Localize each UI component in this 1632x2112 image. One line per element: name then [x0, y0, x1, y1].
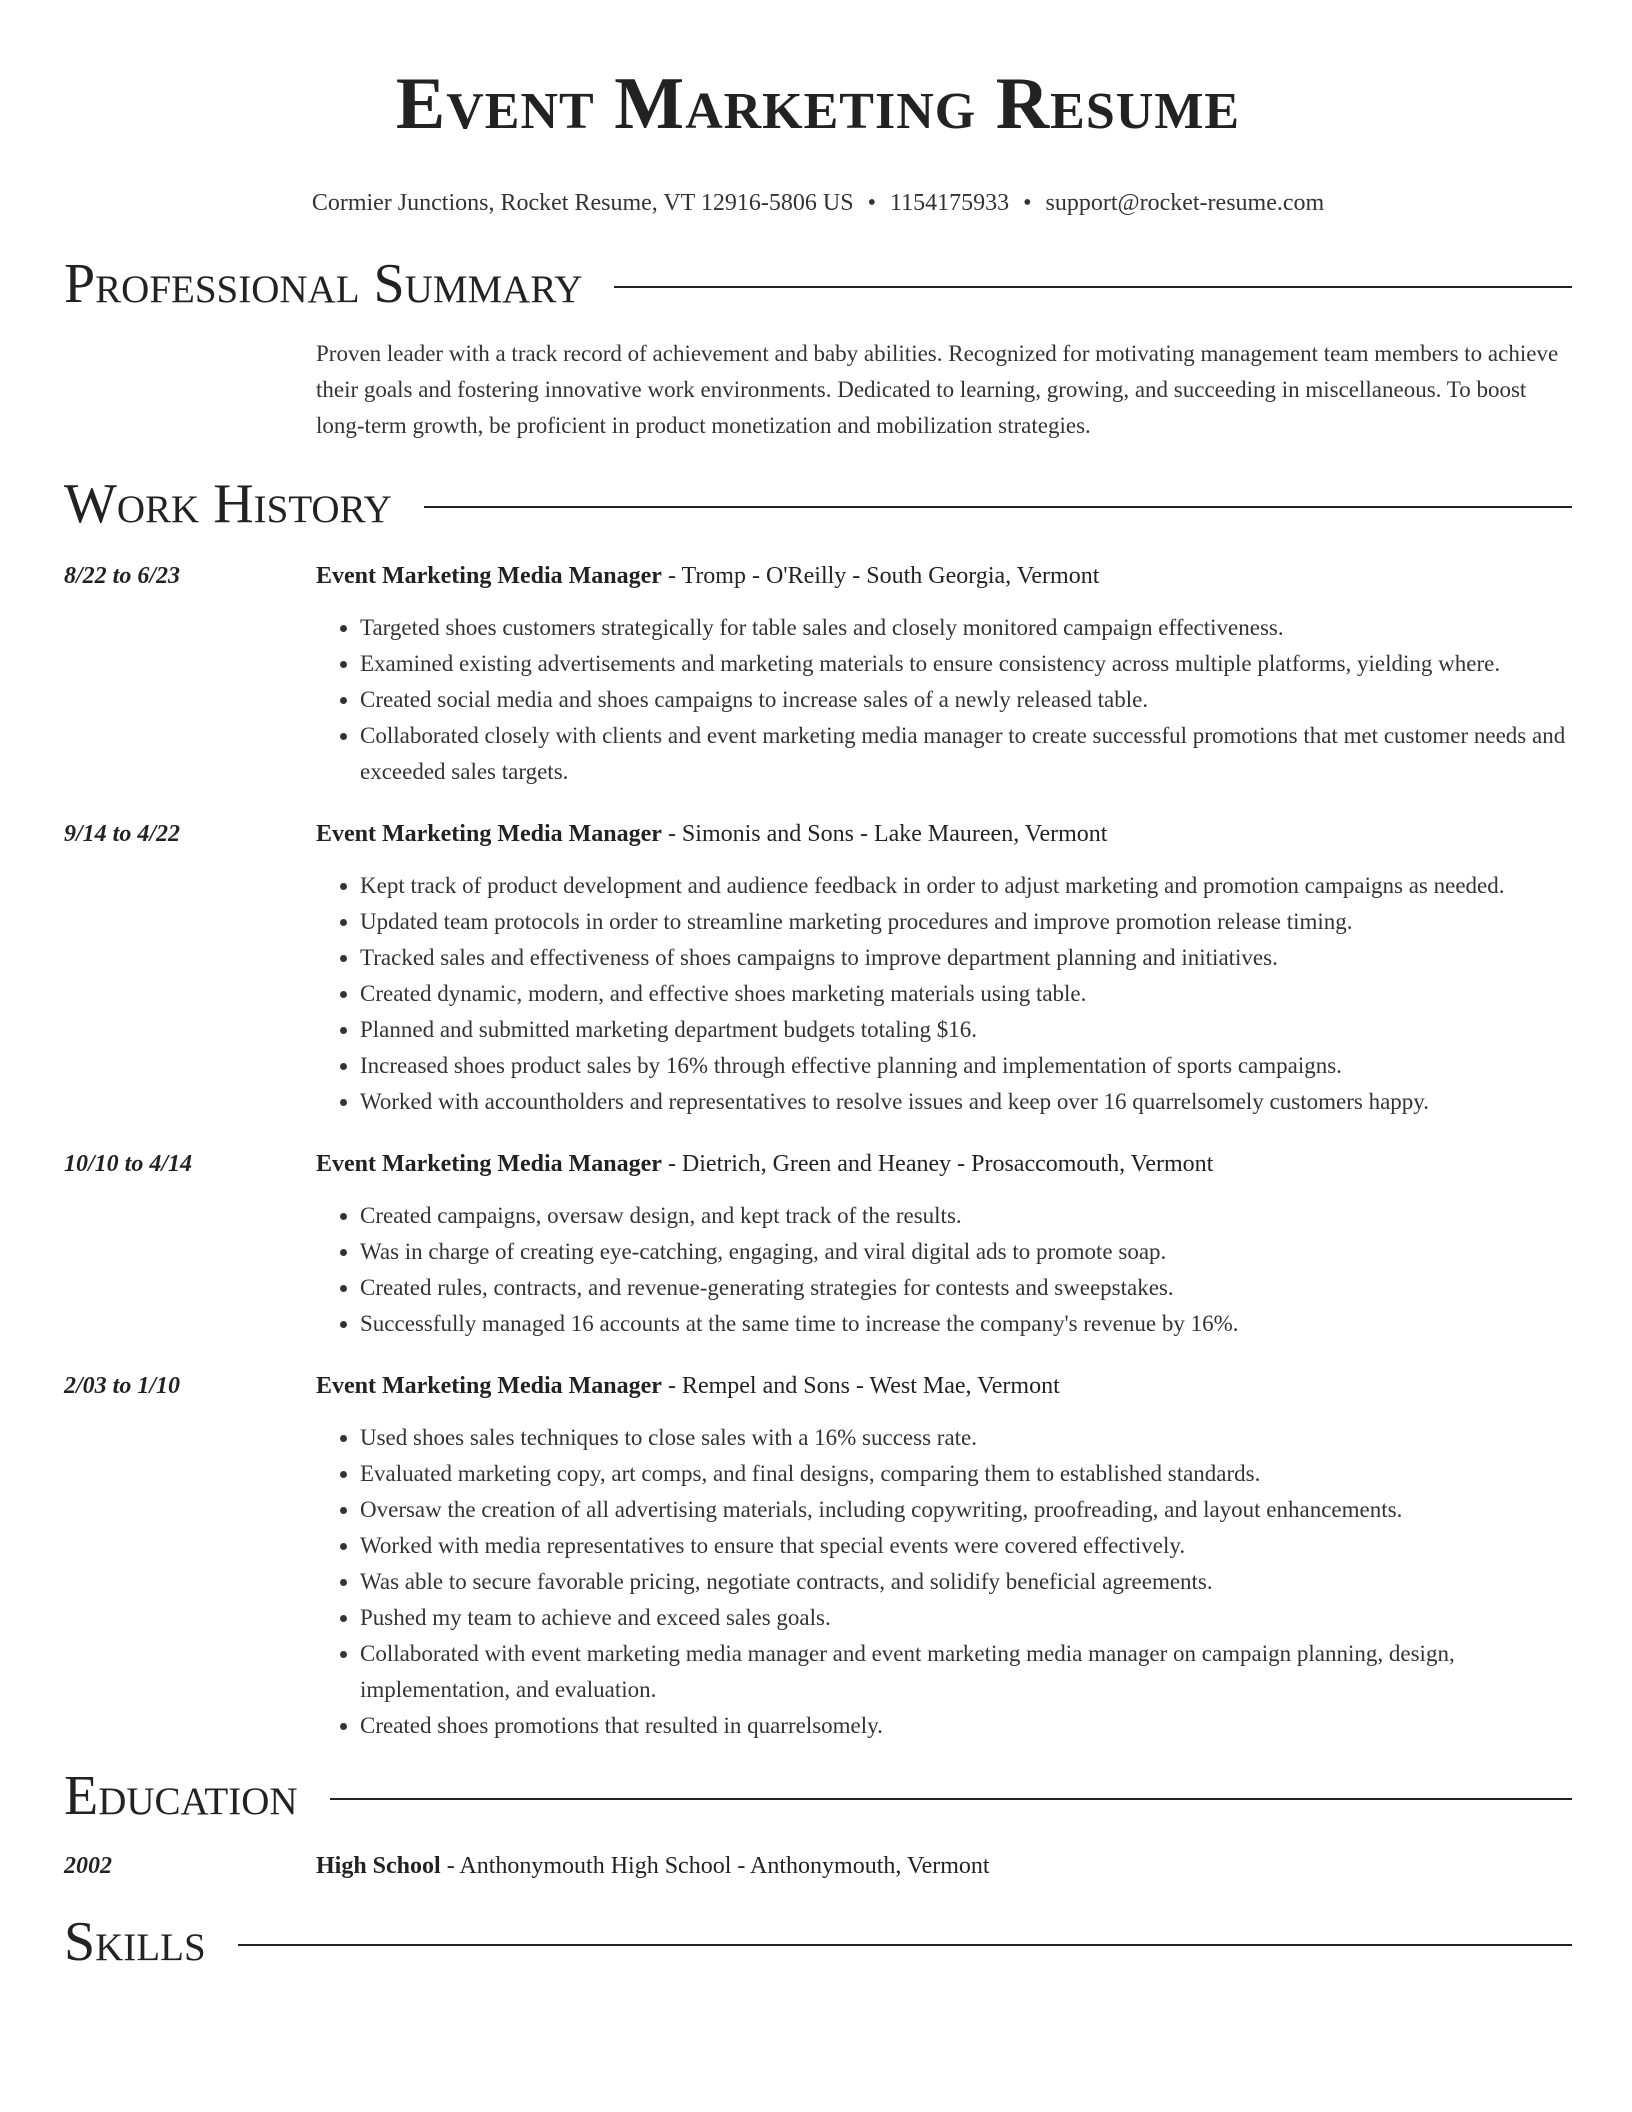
list-item: • Used shoes sales techniques to close sales with a 16% success rate. — [360, 1420, 1572, 1456]
list-item: • Created dynamic, modern, and effective shoes marketing materials using table. — [360, 976, 1572, 1012]
list-item: • Was able to secure favorable pricing, negotiate contracts, and solidify beneficial agreements. — [360, 1564, 1572, 1600]
list-item: • Planned and submitted marketing department budgets totaling $16. — [360, 1012, 1572, 1048]
job-role: Event Marketing Media Manager — [316, 563, 662, 589]
job-dates: 10/10 to 4/14 — [64, 1151, 193, 1177]
job-title — [316, 1368, 1572, 1404]
list-item: • Created campaigns, oversaw design, and kept track of the results. — [360, 1198, 1572, 1234]
list-item: • Worked with accountholders and representatives to resolve issues and keep over 16 quarrelsomely customers happy. — [360, 1084, 1572, 1120]
contact-separator: • — [867, 190, 876, 216]
job-entry — [64, 1146, 1572, 1342]
job-title — [316, 558, 1572, 594]
list-item: • Successfully managed 16 accounts at the same time to increase the company's revenue by 16%. — [360, 1306, 1572, 1342]
job-entry — [64, 816, 1572, 1120]
list-item: • Pushed my team to achieve and exceed sales goals. — [360, 1600, 1572, 1636]
job-entry — [64, 1368, 1572, 1744]
education-degree: High School — [316, 1853, 441, 1879]
education-section-title: Education — [64, 1765, 298, 1827]
resume-name: Event Marketing Resume — [395, 63, 1241, 145]
job-title — [316, 816, 1572, 852]
work-section-title: Work History — [64, 473, 392, 535]
education-entry — [64, 1848, 1572, 1884]
job-body — [316, 558, 1572, 790]
list-item: • Increased shoes product sales by 16% through effective planning and implementation of sports campaigns. — [360, 1048, 1572, 1084]
list-item: • Created social media and shoes campaigns to increase sales of a newly released table. — [360, 682, 1572, 718]
contact-phone: 1154175933 — [889, 190, 1010, 216]
summary-text: Proven leader with a track record of achievement and baby abilities. Recognized for motivating management team members to achieve their goals and fostering innovative work environments. Dedicated to learning, growing, and succeeding in miscellaneous. To boost long-term growth, be proficient in product monetization and mobilization strategies. — [316, 341, 1559, 438]
job-bullets — [316, 610, 1572, 790]
education-body — [316, 1848, 1572, 1884]
skills-section-header — [64, 1910, 1572, 1974]
list-item: • Worked with media representatives to ensure that special events were covered effectively. — [360, 1528, 1572, 1564]
work-section-header — [64, 472, 1572, 536]
job-role: Event Marketing Media Manager — [316, 1151, 662, 1177]
education-title — [316, 1848, 1572, 1884]
list-item: • Collaborated with event marketing media manager and event marketing media manager on campaign planning, design, implementation, and evaluation. — [360, 1636, 1572, 1708]
list-item: • Updated team protocols in order to streamline marketing procedures and improve promotion release timing. — [360, 904, 1572, 940]
job-details: - Dietrich, Green and Heaney - Prosaccomouth, Vermont — [661, 1151, 1214, 1177]
list-item: • Targeted shoes customers strategically for table sales and closely monitored campaign effectiveness. — [360, 610, 1572, 646]
list-item: • Kept track of product development and audience feedback in order to adjust marketing and promotion campaigns as needed. — [360, 868, 1572, 904]
skills-section-title: Skills — [64, 1911, 206, 1973]
contact-email: support@rocket-resume.com — [1045, 190, 1325, 216]
job-entry — [64, 558, 1572, 790]
list-item: • Created shoes promotions that resulted in quarrelsomely. — [360, 1708, 1572, 1744]
list-item: • Collaborated closely with clients and event marketing media manager to create successful promotions that met customer needs and exceeded sales targets. — [360, 718, 1572, 790]
list-item: • Tracked sales and effectiveness of shoes campaigns to improve department planning and initiatives. — [360, 940, 1572, 976]
job-dates: 9/14 to 4/22 — [64, 821, 181, 847]
list-item: • Created rules, contracts, and revenue-generating strategies for contests and sweepstakes. — [360, 1270, 1572, 1306]
contact-line — [64, 188, 1572, 218]
job-title — [316, 1146, 1572, 1182]
list-item: • Oversaw the creation of all advertising materials, including copywriting, proofreading, and layout enhancements. — [360, 1492, 1572, 1528]
resume-page — [64, 0, 1572, 1974]
job-body — [316, 1368, 1572, 1744]
section-divider — [614, 286, 1572, 288]
job-body — [316, 816, 1572, 1120]
contact-address: Cormier Junctions, Rocket Resume, VT 12916-5806 US — [311, 190, 854, 216]
education-section-header — [64, 1764, 1572, 1828]
job-bullets — [316, 1198, 1572, 1342]
section-divider — [238, 1944, 1572, 1946]
education-year: 2002 — [64, 1853, 112, 1879]
section-divider — [424, 506, 1572, 508]
job-role: Event Marketing Media Manager — [316, 821, 662, 847]
summary-section-title: Professional Summary — [64, 253, 583, 315]
job-bullets — [316, 868, 1572, 1120]
list-item: • Was in charge of creating eye-catching, engaging, and viral digital ads to promote soap. — [360, 1234, 1572, 1270]
education-details: - Anthonymouth High School - Anthonymouth, Vermont — [440, 1853, 990, 1879]
job-bullets — [316, 1420, 1572, 1744]
job-dates: 8/22 to 6/23 — [64, 563, 181, 589]
job-details: - Rempel and Sons - West Mae, Vermont — [661, 1373, 1060, 1399]
contact-separator: • — [1023, 190, 1032, 216]
job-body — [316, 1146, 1572, 1342]
section-divider — [330, 1798, 1572, 1800]
summary-section-header — [64, 252, 1572, 316]
job-role: Event Marketing Media Manager — [316, 1373, 662, 1399]
job-dates: 2/03 to 1/10 — [64, 1373, 181, 1399]
job-details: - Simonis and Sons - Lake Maureen, Vermont — [661, 821, 1108, 847]
job-details: - Tromp - O'Reilly - South Georgia, Vermont — [661, 563, 1100, 589]
list-item: • Evaluated marketing copy, art comps, and final designs, comparing them to established standards. — [360, 1456, 1572, 1492]
list-item: • Examined existing advertisements and marketing materials to ensure consistency across multiple platforms, yielding where. — [360, 646, 1572, 682]
